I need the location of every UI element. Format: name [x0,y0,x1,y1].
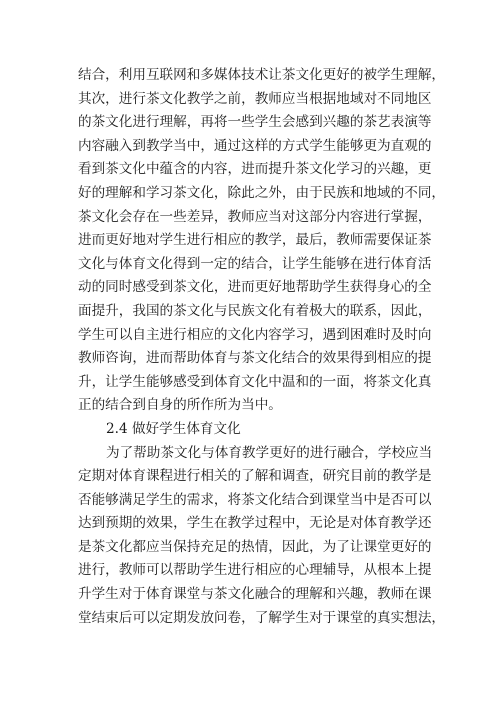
paragraph-1-line: 看到茶文化中蕴含的内容，进而提升茶文化学习的兴趣，更 [78,161,432,178]
paragraph-1-line: 结合，利用互联网和多媒体技术让茶文化更好的被学生理解， [78,67,446,83]
paragraph-1-line: 面提升，我国的茶文化与民族文化有着极大的联系，因此， [78,302,432,319]
paragraph-2-line: 达到预期的效果，学生在教学过程中，无论是对体育教学还 [78,515,432,532]
paragraph-1-line: 进而更好地对学生进行相应的教学，最后，教师需要保证茶 [78,232,432,249]
paragraph-2-line: 否能够满足学生的需求，将茶文化结合到课堂当中是否可以 [78,491,432,508]
paragraph-2 [78,442,448,631]
document-body [78,64,448,630]
paragraph-1-line: 升，让学生能够感受到体育文化中温和的一面，将茶文化真 [78,373,432,390]
paragraph-1-line: 教师咨询，进而帮助体育与茶文化结合的效果得到相应的提 [78,350,432,367]
paragraph-1-line: 学生可以自主进行相应的文化内容学习，遇到困难时及时向 [78,326,432,343]
paragraph-2-line: 堂结束后可以定期发放问卷，了解学生对于课堂的真实想法， [78,609,446,626]
paragraph-2-line: 升学生对于体育课堂与茶文化融合的理解和兴趣，教师在课 [78,586,432,603]
paragraph-1-line: 好的理解和学习茶文化，除此之外，由于民族和地域的不同， [78,184,446,201]
paragraph-2-line: 为了帮助茶文化与体育教学更好的进行融合，学校应当 [106,444,433,461]
paragraph-1-line: 的茶文化进行理解，再将一些学生会感到兴趣的茶艺表演等 [78,114,432,131]
paragraph-1-line: 内容融入到教学当中，通过这样的方式学生能够更为直观的 [78,137,432,154]
paragraph-1-line: 茶文化会存在一些差异，教师应当对这部分内容进行掌握， [78,208,432,225]
paragraph-1-line: 正的结合到自身的所作所为当中。 [78,397,282,414]
paragraph-1 [78,64,448,418]
paragraph-2-line: 进行，教师可以帮助学生进行相应的心理辅导，从根本上提 [78,562,432,579]
paragraph-1-line: 文化与体育文化得到一定的结合，让学生能够在进行体育活 [78,255,432,272]
paragraph-2-line: 是茶文化都应当保持充足的热情，因此，为了让课堂更好的 [78,538,432,555]
section-heading: 2.4 做好学生体育文化 [106,420,241,437]
paragraph-1-line: 动的同时感受到茶文化，进而更好地帮助学生获得身心的全 [78,279,432,296]
paragraph-1-line: 其次，进行茶文化教学之前，教师应当根据地域对不同地区 [78,90,432,107]
paragraph-2-line: 定期对体育课程进行相关的了解和调查，研究目前的教学是 [78,468,432,485]
